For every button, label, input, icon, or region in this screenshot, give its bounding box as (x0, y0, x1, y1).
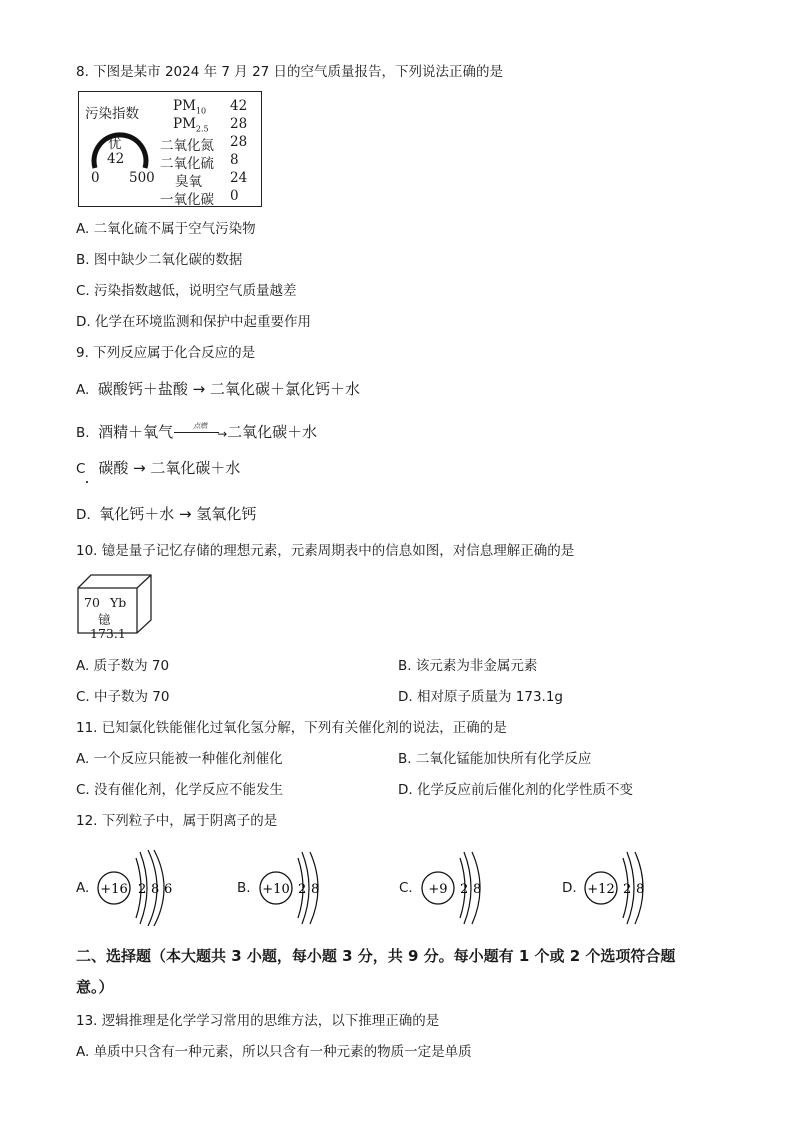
stray-dot (86, 481, 88, 483)
q9-option-b: B. 酒精＋氧气 点燃 → 二氧化碳＋水 (76, 423, 317, 442)
atomic-mass: 173.1 (90, 626, 126, 641)
q8-option-d: D. 化学在环境监测和保护中起重要作用 (76, 314, 311, 330)
q8-stem: 8. 下图是某市 2024 年 7 月 27 日的空气质量报告，下列说法正确的是 (76, 64, 504, 80)
pollutant-value: 28 (230, 134, 248, 150)
pollutant-name: 二氧化氮 (160, 138, 214, 154)
equation: 碳酸钙＋盐酸 → 二氧化碳＋氯化钙＋水 (97, 380, 360, 398)
pollution-index-title: 污染指数 (85, 106, 139, 122)
atom-structure-a (96, 846, 182, 926)
equation: 碳酸 → 二氧化碳＋水 (98, 459, 241, 477)
electron-count: 8 (636, 882, 645, 897)
q10-option-d: D. 相对原子质量为 173.1g (398, 689, 563, 705)
electron-count: 2 (138, 882, 147, 897)
index-value: 42 (107, 151, 125, 167)
atom-c-label: C. (399, 880, 413, 896)
atom-structure-b (258, 846, 330, 926)
electron-count: 8 (311, 882, 320, 897)
q10-option-a: A. 质子数为 70 (76, 658, 170, 674)
pollutant-value: 0 (230, 188, 239, 204)
q9-option-c: C 碳酸 → 二氧化碳＋水 (76, 459, 241, 477)
q13-option-a: A. 单质中只含有一种元素，所以只含有一种元素的物质一定是单质 (76, 1044, 472, 1060)
electron-count: 2 (298, 882, 307, 897)
atom-structure-c (420, 846, 492, 926)
q10-stem: 10. 镱是量子记忆存储的理想元素，元素周期表中的信息如图，对信息理解正确的是 (76, 543, 575, 559)
q8-option-b: B. 图中缺少二氧化碳的数据 (76, 252, 243, 268)
nucleus-charge: +9 (428, 882, 448, 897)
electron-count: 8 (151, 882, 160, 897)
element-symbol: Yb (110, 595, 127, 610)
scale-min: 0 (91, 170, 100, 186)
q13-stem: 13. 逻辑推理是化学学习常用的思维方法，以下推理正确的是 (76, 1013, 440, 1029)
q12-stem: 12. 下列粒子中，属于阴离子的是 (76, 813, 278, 829)
air-quality-report (78, 91, 262, 207)
q9-option-d: D. 氧化钙＋水 → 氢氧化钙 (76, 505, 257, 523)
q11-option-b: B. 二氧化锰能加快所有化学反应 (398, 751, 592, 767)
nucleus-charge: +10 (262, 882, 290, 897)
pollutant-value: 28 (230, 116, 248, 132)
scale-max: 500 (129, 170, 155, 186)
q11-stem: 11. 已知氯化铁能催化过氧化氢分解，下列有关催化剂的说法，正确的是 (76, 720, 507, 736)
electron-count: 2 (460, 882, 469, 897)
reaction-arrow-icon: 点燃 → (173, 423, 227, 441)
electron-count: 2 (623, 882, 632, 897)
q9-option-a: A. 碳酸钙＋盐酸 → 二氧化碳＋氯化钙＋水 (76, 380, 360, 398)
nucleus-charge: +12 (587, 882, 615, 897)
nucleus-charge: +16 (100, 882, 128, 897)
q10-option-c: C. 中子数为 70 (76, 689, 170, 705)
atom-b-label: B. (237, 880, 251, 896)
q9-stem: 9. 下列反应属于化合反应的是 (76, 345, 256, 361)
pollutant-name: $PM_{10}$ (173, 98, 207, 116)
electron-count: 6 (164, 882, 173, 897)
pollutant-name: 二氧化硫 (160, 156, 214, 172)
section-heading: 二、选择题（本大题共 3 小题，每小题 3 分，共 9 分。每小题有 1 个或 2 个选项符合题 (76, 947, 676, 965)
q10-option-b: B. 该元素为非金属元素 (398, 658, 538, 674)
equation: 氧化钙＋水 → 氢氧化钙 (99, 505, 257, 523)
pollutant-value: 42 (230, 98, 248, 114)
atom-structure-d (583, 846, 655, 926)
atom-d-label: D. (562, 880, 577, 896)
grade-text: 优 (108, 136, 122, 152)
atomic-number: 70 (84, 595, 100, 610)
q8-option-c: C. 污染指数越低，说明空气质量越差 (76, 283, 297, 299)
atom-a-label: A. (76, 880, 90, 896)
pollutant-name: 一氧化碳 (160, 192, 214, 208)
section-heading-cont: 意。） (76, 978, 114, 996)
pollutant-value: 8 (230, 152, 239, 168)
element-name: 镱 (98, 612, 111, 627)
electron-count: 8 (473, 882, 482, 897)
q8-option-a: A. 二氧化硫不属于空气污染物 (76, 221, 256, 237)
q11-option-a: A. 一个反应只能被一种催化剂催化 (76, 751, 283, 767)
q11-option-c: C. 没有催化剂，化学反应不能发生 (76, 782, 284, 798)
pollutant-value: 24 (230, 170, 248, 186)
q11-option-d: D. 化学反应前后催化剂的化学性质不变 (398, 782, 633, 798)
pollutant-name: 臭氧 (175, 174, 202, 190)
reaction-condition: 点燃 (193, 422, 208, 430)
pollutant-name: $PM_{2.5}$ (173, 116, 209, 134)
